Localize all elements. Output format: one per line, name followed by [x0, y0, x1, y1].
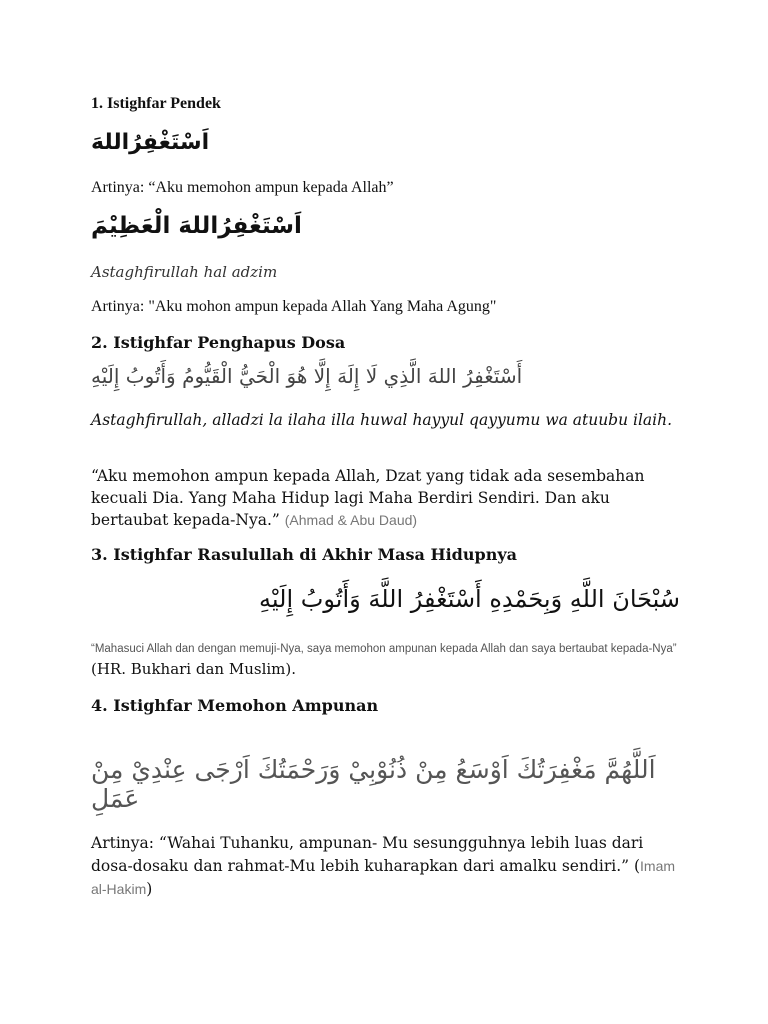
meaning-1: Artinya: “Aku memohon ampun kepada Allah”	[91, 179, 394, 196]
section-3-heading: 3. Istighfar Rasulullah di Akhir Masa Hidupnya	[91, 545, 517, 564]
meaning-4	[91, 639, 680, 681]
source-ahmad-abu-daud: (Ahmad & Abu Daud)	[284, 512, 418, 528]
arabic-subhanallah: سُبْحَانَ اللَّهِ وَبِحَمْدِهِ أَسْتَغْفِرُ اللَّهَ وَأَتُوبُ إِلَيْهِ	[259, 585, 680, 613]
meaning-3	[91, 465, 680, 531]
source-bukhari-muslim: (HR. Bukhari dan Muslim).	[91, 660, 297, 678]
meaning-5-text: Artinya: “Wahai Tuhanku, ampunan- Mu sesungguhnya lebih luas dari dosa-dosaku dan rahmat-Mu lebih kuharapkan dari amalku sendiri.” (	[91, 834, 644, 875]
section-1-heading: 1. Istighfar Pendek	[91, 95, 221, 112]
meaning-4-text: “Mahasuci Allah dan dengan memuji-Nya, saya memohon ampunan kepada Allah dan saya bertaubat kepada-Nya”	[91, 643, 677, 655]
arabic-astaghfirullah: اَسْتَغْفِرُ‌اللهَ	[91, 130, 210, 155]
section-2-heading: 2. Istighfar Penghapus Dosa	[91, 333, 346, 352]
transliteration-1: Astaghfirullah hal adzim	[91, 263, 278, 281]
meaning-5	[91, 832, 680, 901]
section-4-heading: 4. Istighfar Memohon Ampunan	[91, 696, 379, 715]
arabic-penghapus-dosa: أَسْتَغْفِرُ اللهَ الَّذِي لَا إِلَهَ إِلَّا هُوَ الْحَيُّ الْقَيُّومُ وَأَتُوبُ إِلَيْهِ	[91, 364, 523, 388]
arabic-astaghfirullah-al-adzim: اَسْتَغْفِرُاللهَ الْعَظِيْمَ	[91, 213, 302, 239]
source-imam-al-hakim: Imam al-Hakim	[91, 858, 676, 897]
meaning-2: Artinya: "Aku mohon ampun kepada Allah Yang Maha Agung"	[91, 298, 497, 315]
arabic-allahumma-maghfiratuka: اَللَّهُمَّ مَغْفِرَتُكَ اَوْسَعُ مِنْ ذُنُوْبِيْ وَرَحْمَتُكَ اَرْجَى عِنْدِيْ مِنْ عَمَلِ	[91, 755, 656, 813]
closing-paren: )	[146, 880, 153, 898]
meaning-3-text: “Aku memohon ampun kepada Allah, Dzat yang tidak ada sesembahan kecuali Dia. Yang Maha Hidup lagi Maha Berdiri Sendiri. Dan aku bertaubat kepada-Nya.”	[91, 467, 645, 529]
transliteration-2: Astaghfirullah, alladzi la ilaha illa huwal hayyul qayyumu wa atuubu ilaih.	[91, 411, 673, 429]
